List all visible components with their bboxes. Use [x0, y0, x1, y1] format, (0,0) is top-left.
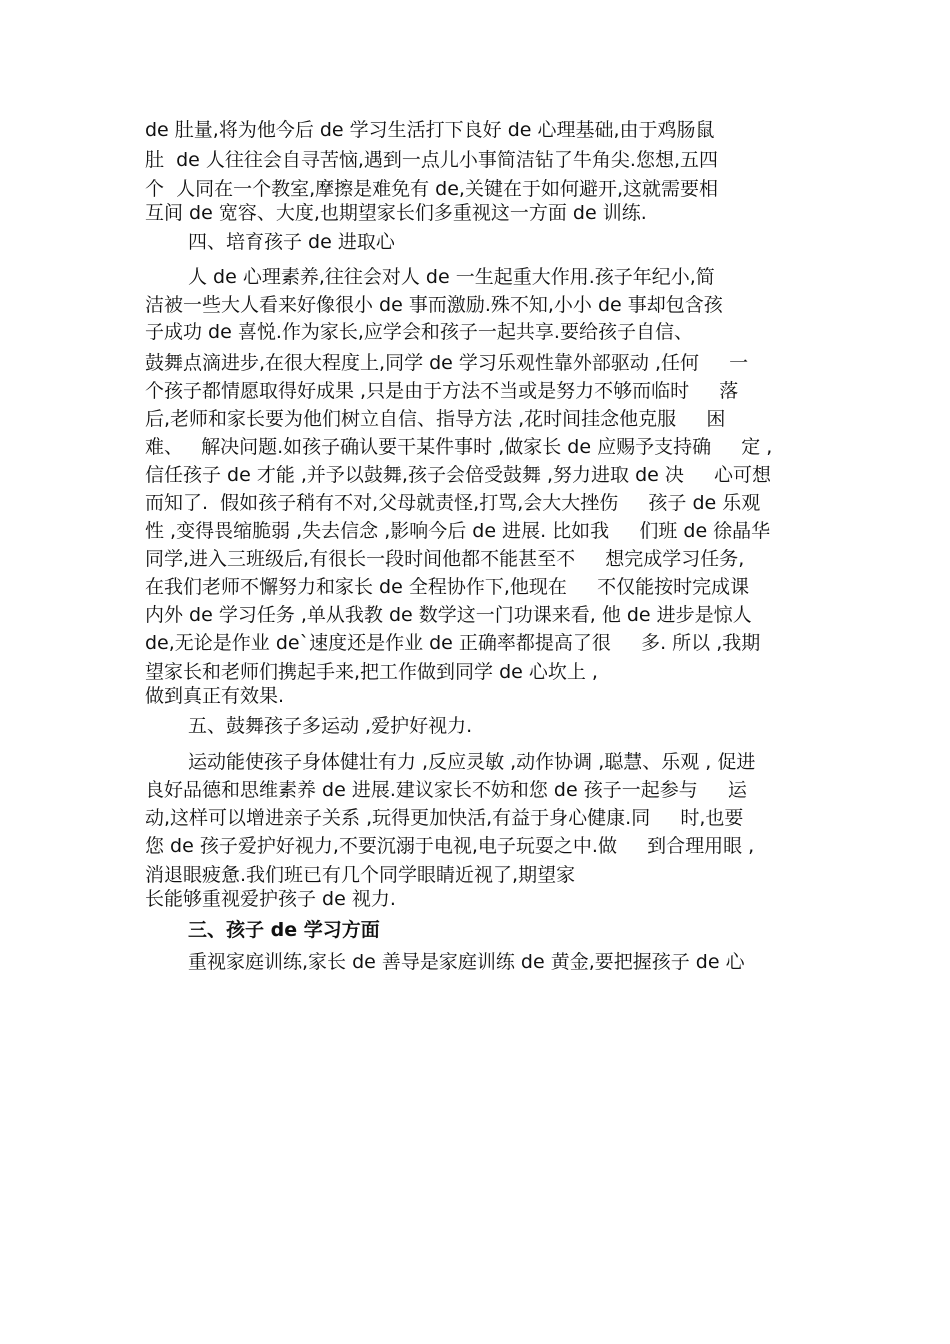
paragraph-line: 互间 de 宽容、大度,也期望家长们多重视这一方面 de 训练. [145, 202, 647, 224]
paragraph-line: 难、 解决问题.如孩子确认要干某件事时 ,做家长 de 应赐予支持确 定 , [145, 436, 773, 458]
paragraph-line: 个孩子都情愿取得好成果 ,只是由于方法不当或是努力不够而临时 落 [145, 380, 739, 402]
section-heading-5: 五、鼓舞孩子多运动 ,爱护好视力. [188, 715, 473, 737]
paragraph-line: 性 ,变得畏缩脆弱 ,失去信念 ,影响今后 de 进展. 比如我 们班 de 徐晶华 [145, 520, 771, 542]
paragraph-line: de,无论是作业 de`速度还是作业 de 正确率都提高了很 多. 所以 ,我期 [145, 632, 761, 654]
paragraph-line: 肚 de 人往往会自寻苦恼,遇到一点儿小事简洁钻了牛角尖.您想,五四 [145, 149, 718, 171]
paragraph-line: 重视家庭训练,家长 de 善导是家庭训练 de 黄金,要把握孩子 de 心 [188, 951, 745, 973]
paragraph-line: 同学,进入三班级后,有很长一段时间他都不能甚至不 想完成学习任务, [145, 548, 745, 570]
paragraph-line: 动,这样可以增进亲子关系 ,玩得更加快活,有益于身心健康.同 时,也要 [145, 807, 744, 829]
paragraph-line: 信任孩子 de 才能 ,并予以鼓舞,孩子会倍受鼓舞 ,努力进取 de 决 心可想 [145, 464, 772, 486]
paragraph-line: 望家长和老师们携起手来,把工作做到同学 de 心坎上 , [145, 661, 598, 683]
section-heading-3: 三、孩子 de 学习方面 [188, 919, 380, 941]
paragraph-line: 后,老师和家长要为他们树立自信、指导方法 ,花时间挂念他克服 困 [145, 408, 726, 430]
section-heading-4: 四、培育孩子 de 进取心 [188, 231, 395, 253]
paragraph-line: 内外 de 学习任务 ,单从我教 de 数学这一门功课来看, 他 de 进步是惊人 [145, 604, 752, 626]
paragraph-line: 运动能使孩子身体健壮有力 ,反应灵敏 ,动作协调 ,聪慧、乐观 , 促进 [188, 751, 756, 773]
paragraph-line: 消退眼疲惫.我们班已有几个同学眼睛近视了,期望家 [145, 864, 576, 886]
paragraph-line: 长能够重视爱护孩子 de 视力. [145, 888, 396, 910]
paragraph-line: 鼓舞点滴进步,在很大程度上,同学 de 学习乐观性靠外部驱动 ,任何 一 [145, 352, 749, 374]
paragraph-line: 做到真正有效果. [145, 685, 285, 707]
paragraph-line: 个 人同在一个教室,摩擦是难免有 de,关键在于如何避开,这就需要相 [145, 178, 718, 200]
paragraph-line: de 肚量,将为他今后 de 学习生活打下良好 de 心理基础,由于鸡肠鼠 [145, 119, 715, 141]
paragraph-line: 人 de 心理素养,往往会对人 de 一生起重大作用.孩子年纪小,简 [188, 266, 715, 288]
paragraph-line: 良好品德和思维素养 de 进展.建议家长不妨和您 de 孩子一起参与 运 [145, 779, 747, 801]
paragraph-line: 子成功 de 喜悦.作为家长,应学会和孩子一起共享.要给孩子自信、 [145, 321, 693, 343]
paragraph-line: 在我们老师不懈努力和家长 de 全程协作下,他现在 不仅能按时完成课 [145, 576, 750, 598]
paragraph-line: 您 de 孩子爱护好视力,不要沉溺于电视,电子玩耍之中.做 到合理用眼 , [145, 835, 755, 857]
paragraph-line: 而知了. 假如孩子稍有不对,父母就责怪,打骂,会大大挫伤 孩子 de 乐观 [145, 492, 761, 514]
paragraph-line: 洁被一些大人看来好像很小 de 事而激励.殊不知,小小 de 事却包含孩 [145, 294, 723, 316]
